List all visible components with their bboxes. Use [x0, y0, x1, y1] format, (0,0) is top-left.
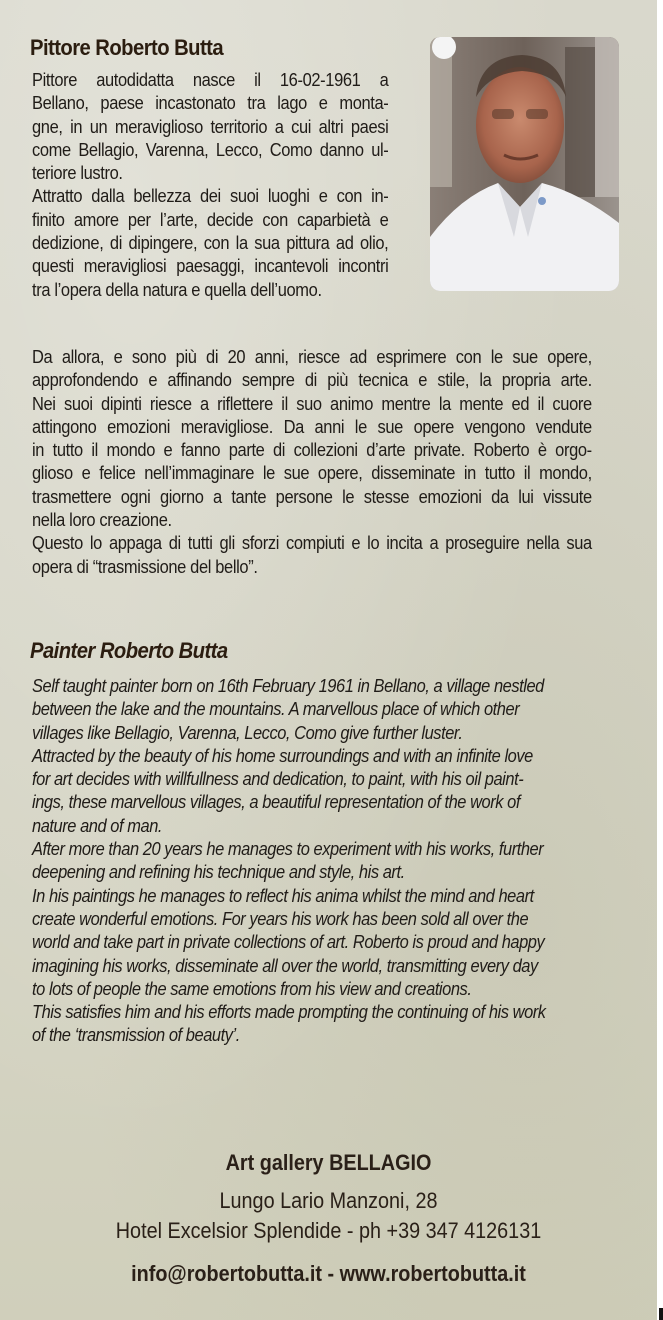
- text-line: world and take part in private collections of art. Roberto is proud and happy: [32, 931, 545, 953]
- portrait-image: [430, 37, 619, 291]
- text-line: for art decides with willfullness and dedication, to paint, with his oil paint-: [32, 768, 524, 790]
- italian-heading: Pittore Roberto Butta: [30, 35, 224, 60]
- text-line: dedizione, di dipingere, con la sua pittura ad olio,: [32, 232, 389, 254]
- scan-margin: [657, 0, 663, 1320]
- text-line: deepening and refining his technique and style, his art.: [32, 861, 405, 883]
- gallery-name: Art gallery BELLAGIO: [225, 1150, 432, 1175]
- hotel-phone: Hotel Excelsior Splendide - ph +39 347 4126131: [115, 1218, 542, 1243]
- italian-bio-continued: [32, 345, 654, 578]
- contact-block: [0, 1146, 657, 1290]
- text-line: approfondendo e affinando sempre di più tecnica e stile, la propria arte.: [32, 369, 592, 391]
- text-line: attingono emozioni meravigliose. Da anni le sue opere vengono vendute: [32, 415, 592, 437]
- text-line: Attratto dalla bellezza dei suoi luoghi e con in-: [32, 185, 389, 207]
- text-line: imagining his works, disseminate all over the world, transmitting every day: [32, 954, 538, 976]
- text-line: come Bellagio, Varenna, Lecco, Como danno ul-: [32, 138, 389, 160]
- text-line: teriore lustro.: [32, 162, 123, 184]
- text-line: Nei suoi dipinti riesce a riflettere il suo animo mentre la mente ed il cuore: [32, 392, 592, 414]
- text-line: opera di “trasmissione del bello”.: [32, 555, 258, 577]
- text-line: Bellano, paese incastonato tra lago e monta-: [32, 92, 389, 114]
- text-line: nella loro creazione.: [32, 509, 172, 531]
- text-line: Self taught painter born on 16th February 1961 in Bellano, a village nestled: [32, 675, 544, 696]
- italian-bio-intro: [32, 68, 428, 301]
- artist-portrait-photo: [430, 37, 619, 291]
- text-line: between the lake and the mountains. A marvellous place of which other: [32, 698, 520, 720]
- text-line: Da allora, e sono più di 20 anni, riesce ad esprimere con le sue opere,: [32, 346, 592, 367]
- text-line: villages like Bellagio, Varenna, Lecco, Como give further luster.: [32, 721, 463, 743]
- text-line: create wonderful emotions. For years his work has been sold all over the: [32, 907, 529, 929]
- text-line: In his paintings he manages to reflect his anima whilst the mind and heart: [32, 884, 534, 906]
- email-website-links[interactable]: info@robertobutta.it - www.robertobutta.it: [131, 1261, 526, 1286]
- text-line: glioso e felice nell’immaginare le sue opere, disseminate in tutto il mondo,: [32, 462, 592, 484]
- english-heading: Painter Roberto Butta: [30, 638, 228, 663]
- text-line: of the ‘transmission of beauty’.: [32, 1024, 240, 1046]
- text-line: This satisfies him and his efforts made prompting the continuing of his work: [32, 1001, 546, 1023]
- text-line: Questo lo appaga di tutti gli sforzi compiuti e lo incita a proseguire nella sua: [32, 532, 592, 554]
- text-line: Pittore autodidatta nasce il 16-02-1961 a: [32, 69, 389, 90]
- text-line: tra l’opera della natura e quella dell’uomo.: [32, 278, 322, 300]
- text-line: finito amore per l’arte, decide con caparbietà e: [32, 208, 389, 230]
- text-line: trasmettere ogni giorno a tante persone le stesse emozioni da lui vissute: [32, 485, 592, 507]
- text-line: nature and of man.: [32, 814, 163, 836]
- text-line: questi meravigliosi paesaggi, incantevoli incontri: [32, 255, 389, 277]
- text-line: to lots of people the same emotions from his view and creations.: [32, 977, 472, 999]
- text-line: ings, these marvellous villages, a beautiful representation of the work of: [32, 791, 521, 813]
- gallery-address: Lungo Lario Manzoni, 28: [219, 1188, 438, 1213]
- text-line: Attracted by the beauty of his home surroundings and with an infinite love: [32, 744, 533, 766]
- crop-mark: [659, 1308, 663, 1320]
- text-line: After more than 20 years he manages to experiment with his works, further: [32, 838, 544, 860]
- english-bio: [32, 674, 654, 1047]
- text-line: gne, in un meraviglioso territorio a cui altri paesi: [32, 115, 389, 137]
- text-line: in tutto il mondo e fanno parte di collezioni d’arte private. Roberto è orgo-: [32, 439, 592, 461]
